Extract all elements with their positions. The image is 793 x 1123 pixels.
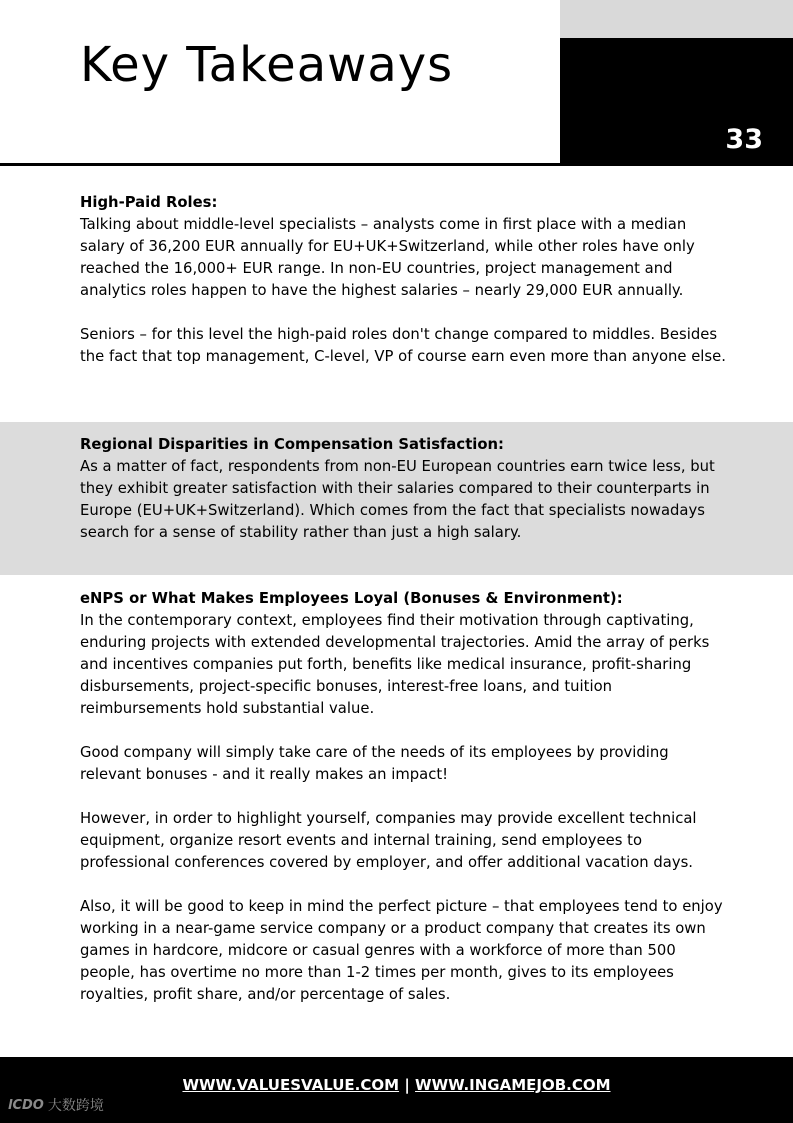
- section-paragraph: Good company will simply take care of the needs of its employees by providing relevant bonuses - and it really makes an impact!: [80, 744, 669, 783]
- section-enps: [0, 588, 793, 1006]
- watermark-text: 大数跨境: [47, 1098, 104, 1114]
- page-title: Key Takeaways: [80, 37, 454, 93]
- header-divider: [0, 163, 560, 166]
- section-heading: eNPS or What Makes Employees Loyal (Bonuses & Environment):: [80, 590, 623, 607]
- footer-separator: |: [404, 1076, 410, 1094]
- section-heading: High-Paid Roles:: [80, 194, 218, 211]
- section-high-paid-roles: [0, 192, 793, 368]
- footer-link-valuesvalue[interactable]: WWW.VALUESVALUE.COM: [182, 1076, 400, 1094]
- header-gray-block: [560, 0, 793, 38]
- watermark-logo-icon: lCDO: [8, 1098, 44, 1113]
- header-black-block: [560, 38, 793, 166]
- footer-links: [0, 1074, 793, 1096]
- page-number: 33: [725, 124, 763, 155]
- section-paragraph: Also, it will be good to keep in mind the perfect picture – that employees tend to enjoy working in a near-game service company or a product company that creates its own games in hardcore, midcore or casual genres with a workforce of more than 500 people, has overtime no more than 1-2 times per month, gives to its employees royalties, profit share, and/or percentage of sales.: [80, 898, 723, 1003]
- section-paragraph: As a matter of fact, respondents from non-EU European countries earn twice less, but they exhibit greater satisfaction with their salaries compared to their counterparts in Europe (EU+UK+Switzerland). Which comes from the fact that specialists nowadays search for a sense of stability rather than just a high salary.: [80, 458, 715, 541]
- section-paragraph: In the contemporary context, employees find their motivation through captivating, enduring projects with extended developmental trajectories. Amid the array of perks and incentives companies put forth, benefits like medical insurance, profit-sharing disbursements, project-specific bonuses, interest-free loans, and tuition reimbursements hold substantial value.: [80, 612, 710, 717]
- section-paragraph: Talking about middle-level specialists – analysts come in first place with a median salary of 36,200 EUR annually for EU+UK+Switzerland, while other roles have only reached the 16,000+ EUR range. In non-EU countries, project management and analytics roles happen to have the highest salaries – nearly 29,000 EUR annually.: [80, 216, 695, 299]
- section-paragraph: Seniors – for this level the high-paid roles don't change compared to middles. Besides the fact that top management, C-level, VP of course earn even more than anyone else.: [80, 326, 726, 365]
- footer-link-ingamejob[interactable]: WWW.INGAMEJOB.COM: [415, 1076, 611, 1094]
- section-regional-disparities: [0, 422, 793, 575]
- footer-bar: [0, 1057, 793, 1123]
- section-heading: Regional Disparities in Compensation Satisfaction:: [80, 436, 504, 453]
- watermark: [8, 1096, 104, 1116]
- section-paragraph: However, in order to highlight yourself, companies may provide excellent technical equipment, organize resort events and internal training, send employees to professional conferences covered by employer, and offer additional vacation days.: [80, 810, 697, 871]
